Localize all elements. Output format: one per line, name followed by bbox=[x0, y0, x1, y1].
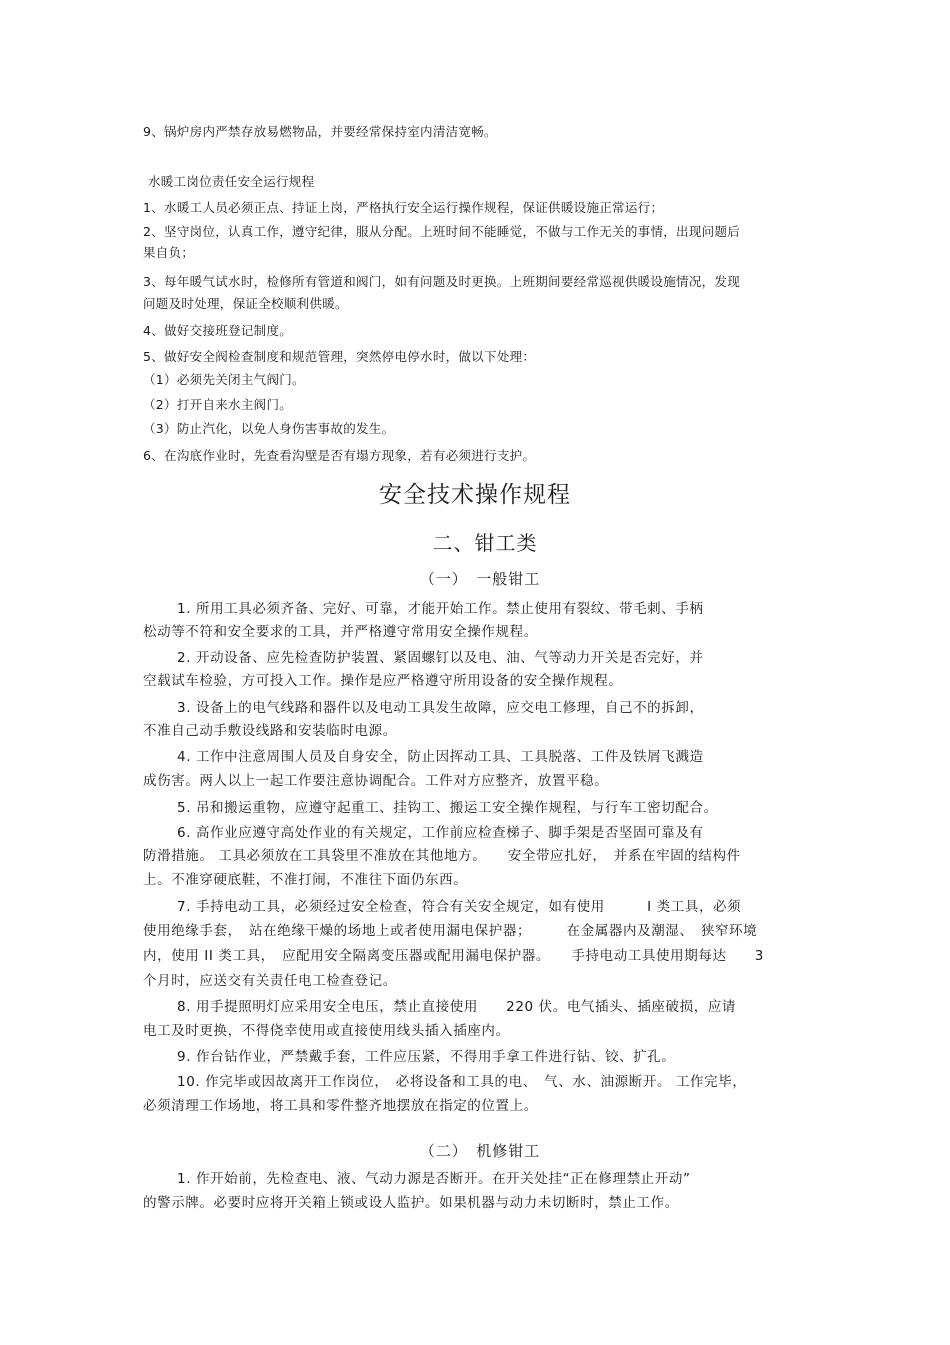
plumber-rule-line: 4、做好交接班登记制度。 bbox=[143, 323, 293, 338]
general-fitter-line: 1. 所用工具必须齐备、完好、可靠，才能开始工作。禁止使用有裂纹、带毛刺、手柄 bbox=[177, 601, 704, 617]
plumber-rule-line: 3、每年暖气试水时，检修所有管道和阀门，如有问题及时更换。上班期间要经常巡视供暖设施情况，发现 bbox=[143, 274, 741, 289]
general-fitter-line: 使用绝缘手套， 站在绝缘干燥的场地上或者使用漏电保护器； 在金属器内及潮湿、 狭窄环境 bbox=[143, 923, 758, 939]
plumber-rule-line: 1、水暖工人员必须正点、持证上岗，严格执行安全运行操作规程，保证供暖设施正常运行； bbox=[143, 200, 664, 215]
general-fitter-line: 上。不准穿硬底鞋，不准打闹，不准往下面仍东西。 bbox=[143, 872, 468, 888]
general-fitter-line: 3. 设备上的电气线路和器件以及电动工具发生故障，应交电工修理，自己不的拆卸， bbox=[177, 700, 704, 716]
general-fitter-line: 2. 开动设备、应先检查防护装置、紧固螺钉以及电、油、气等动力开关是否完好，并 bbox=[177, 650, 704, 666]
plumber-rule-line: 6、在沟底作业时，先查看沟壁是否有塌方现象，若有必须进行支护。 bbox=[143, 448, 536, 463]
general-fitter-line: 7. 手持电动工具，必须经过安全检查，符合有关安全规定，如有使用 I 类工具，必须 bbox=[177, 899, 742, 915]
general-fitter-line: 9. 作台钻作业，严禁戴手套，工件应压紧，不得用手拿工件进行钻、铰、扩孔。 bbox=[177, 1049, 676, 1065]
subsection-title-repair: （二） 机修钳工 bbox=[419, 1142, 541, 1160]
general-fitter-line: 不准自己动手敷设线路和安装临时电源。 bbox=[143, 723, 397, 739]
plumber-rule-line: 问题及时处理，保证全校顺利供暖。 bbox=[143, 296, 348, 311]
general-fitter-line: 10. 作完毕或因故离开工作岗位， 必将设备和工具的电、 气、水、油源断开。 工作完毕， bbox=[177, 1074, 747, 1090]
general-fitter-line: 6. 高作业应遵守高处作业的有关规定，工作前应检查梯子、脚手架是否坚固可靠及有 bbox=[177, 825, 704, 841]
general-fitter-line: 电工及时更换，不得侥幸使用或直接使用线头插入插座内。 bbox=[143, 1023, 510, 1039]
plumber-rule-line: 果自负； bbox=[143, 245, 195, 260]
repair-fitter-line: 的警示牌。必要时应将开关箱上锁或设人监护。如果机器与动力未切断时，禁止工作。 bbox=[143, 1195, 679, 1211]
plumber-rules-heading: 水暖工岗位责任安全运行规程 bbox=[148, 174, 315, 189]
general-fitter-line: 必须清理工作场地，将工具和零件整齐地摆放在指定的位置上。 bbox=[143, 1098, 538, 1114]
general-fitter-line: 空载试车检验，方可投入工作。操作是应严格遵守所用设备的安全操作规程。 bbox=[143, 673, 623, 689]
plumber-rule-line: （3）防止汽化，以免人身伤害事故的发生。 bbox=[143, 421, 395, 436]
plumber-rule-line: （2）打开自来水主阀门。 bbox=[143, 397, 293, 412]
general-fitter-line: 内，使用 II 类工具， 应配用安全隔离变压器或配用漏电保护器。 手持电动工具使用期每达 3 bbox=[143, 948, 764, 964]
plumber-rule-line: 2、坚守岗位，认真工作，遵守纪律，服从分配。上班时间不能睡觉，不做与工作无关的事情，出现问题后 bbox=[143, 224, 741, 239]
main-title: 安全技术操作规程 bbox=[379, 482, 571, 508]
general-fitter-line: 成伤害。两人以上一起工作要注意协调配合。工件对方应整齐，放置平稳。 bbox=[143, 773, 609, 789]
boiler-rule-9: 9、锅炉房内严禁存放易燃物品，并要经常保持室内清洁宽畅。 bbox=[143, 124, 497, 139]
general-fitter-line: 4. 工作中注意周围人员及自身安全，防止因挥动工具、工具脱落、工件及铁屑飞溅造 bbox=[177, 749, 704, 765]
subsection-title-general: （一） 一般钳工 bbox=[419, 570, 541, 588]
general-fitter-line: 5. 吊和搬运重物，应遵守起重工、挂钩工、搬运工安全操作规程，与行车工密切配合。 bbox=[177, 800, 718, 816]
general-fitter-line: 防滑措施。 工具必须放在工具袋里不准放在其他地方。 安全带应扎好， 并系在牢固的结构件 bbox=[143, 848, 741, 864]
repair-fitter-line: 1. 作开始前，先检查电、液、气动力源是否断开。在开关处挂“正在修理禁止开动” bbox=[177, 1171, 691, 1187]
general-fitter-line: 8. 用手提照明灯应采用安全电压，禁止直接使用 220 伏。电气插头、插座破损，应请 bbox=[177, 999, 737, 1015]
section-title: 二、钳工类 bbox=[432, 531, 538, 555]
general-fitter-line: 个月时，应送交有关责任电工检查登记。 bbox=[143, 973, 397, 989]
general-fitter-line: 松动等不符和安全要求的工具，并严格遵守常用安全操作规程。 bbox=[143, 624, 538, 640]
plumber-rule-line: 5、做好安全阀检查制度和规范管理，突然停电停水时，做以下处理： bbox=[143, 349, 536, 364]
plumber-rule-line: （1）必须先关闭主气阀门。 bbox=[143, 372, 305, 387]
